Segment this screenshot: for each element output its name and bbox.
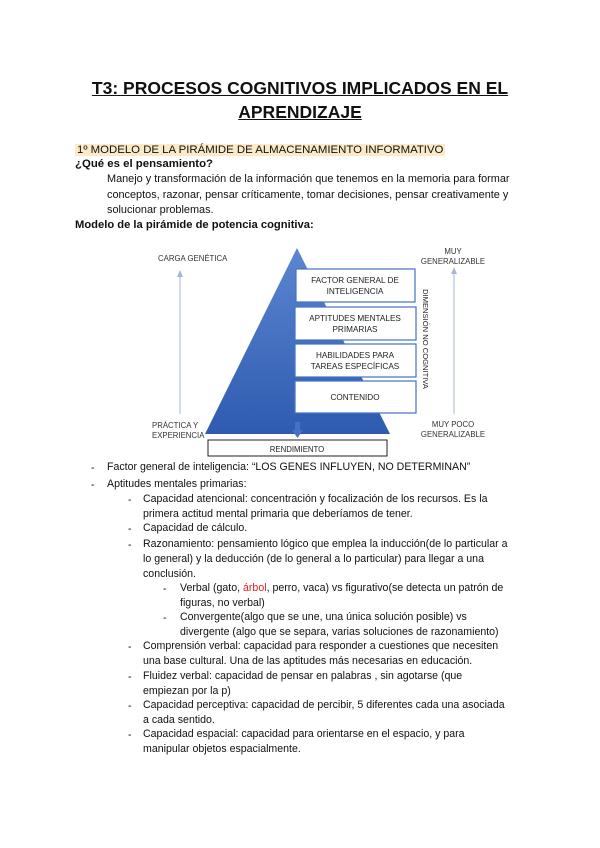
section-heading: 1º MODELO DE LA PIRÁMIDE DE ALMACENAMIENTO INFORMATIVO <box>77 144 444 156</box>
item-fluidez-1: Fluidez verbal: capacidad de pensar en palabras , sin agotarse (que <box>143 670 463 682</box>
item-espacial-2: manipular objetos espacialmente. <box>143 743 301 755</box>
right-arrow-head <box>451 267 457 274</box>
bullet-dash: - <box>128 539 132 551</box>
box2-line1: APTITUDES MENTALES <box>309 314 401 323</box>
box3-line2: TAREAS ESPECÍFICAS <box>310 362 400 371</box>
label-muy-poco-1: MUY POCO <box>431 420 475 429</box>
label-carga-genetica: CARGA GENÉTICA <box>158 254 228 263</box>
item-fluidez-2: empiezan por la p) <box>143 685 231 697</box>
item-perceptiva-2: a cada sentido. <box>143 714 215 726</box>
box-factor-general <box>296 269 415 302</box>
bullet-dash: - <box>91 462 95 474</box>
bullet-dash: - <box>163 612 167 624</box>
pyramid-diagram <box>140 242 500 462</box>
item-verbal-2: figuras, no verbal) <box>180 597 265 609</box>
bullet-dash: - <box>91 479 95 491</box>
left-arrow-head <box>177 270 183 277</box>
item-perceptiva-1: Capacidad perceptiva: capacidad de percibir, 5 diferentes cada una asociada <box>143 699 505 711</box>
box3-line1: HABILIDADES PARA <box>315 351 395 360</box>
bullet-dash: - <box>128 494 132 506</box>
model-heading: Modelo de la pirámide de potencia cognitiva: <box>75 219 314 231</box>
verbal-text-a: Verbal (gato, <box>180 582 244 594</box>
item-razonamiento-1: Razonamiento: pensamiento lógico que emplea la inducción(de lo particular a <box>143 538 508 550</box>
vertical-label: DIMENSIÓN NO COGNITIVA <box>421 289 430 389</box>
item-calculo: Capacidad de cálculo. <box>143 522 248 534</box>
question-heading: ¿Qué es el pensamiento? <box>75 158 213 170</box>
verbal-red-word: árbol <box>243 582 267 594</box>
item-espacial-1: Capacidad espacial: capacidad para orientarse en el espacio, y para <box>143 728 465 740</box>
item-verbal-1 <box>180 581 503 597</box>
box-habilidades <box>295 344 416 377</box>
item-convergente-1: Convergente(algo que se une, una única solución posible) vs <box>180 611 467 623</box>
box-aptitudes <box>295 307 416 340</box>
bullet-dash: - <box>128 641 132 653</box>
box2-line2: PRIMARIAS <box>332 325 378 334</box>
bullet-dash: - <box>128 523 132 535</box>
page-title: T3: PROCESOS COGNITIVOS IMPLICADOS EN EL APRENDIZAJE <box>91 78 509 122</box>
box1-line2: INTELIGENCIA <box>326 287 384 296</box>
box1-line1: FACTOR GENERAL DE <box>311 276 399 285</box>
bullet-factor-general: Factor general de inteligencia: “LOS GENES INFLUYEN, NO DETERMINAN” <box>107 461 471 473</box>
box4-label: CONTENIDO <box>330 393 380 402</box>
bullet-dash: - <box>128 671 132 683</box>
bullet-aptitudes: Aptitudes mentales primarias: <box>107 478 247 490</box>
item-atencional-1: Capacidad atencional: concentración y focalización de los recursos. Es la <box>143 493 488 505</box>
item-comprension-1: Comprensión verbal: capacidad para responder a cuestiones que necesiten <box>143 640 499 652</box>
verbal-text-b: , perro, vaca) vs figurativo(se detecta un patrón de <box>266 582 504 594</box>
pyramid-svg <box>140 242 500 462</box>
label-practica-2: EXPERIENCIA <box>152 431 205 440</box>
label-muy-poco-2: GENERALIZABLE <box>420 430 486 439</box>
label-muy-gen-2: GENERALIZABLE <box>420 257 486 266</box>
rendimiento-label: RENDIMIENTO <box>269 445 325 454</box>
definition-paragraph: Manejo y transformación de la información que tenemos en la memoria para formar conceptos, razonar, pensar críticamente, tomar decisiones, pensar creativamente y solucionar problemas. <box>107 173 510 216</box>
label-practica-1: PRÁCTICA Y <box>152 421 199 430</box>
bullet-dash: - <box>128 700 132 712</box>
item-razonamiento-3: conclusión. <box>143 568 196 580</box>
item-convergente-2: divergente (algo que se separa, varias soluciones de razonamiento) <box>180 626 499 638</box>
item-atencional-2: primera actitud mental primaria que deberíamos de tener. <box>143 508 413 520</box>
item-razonamiento-2: lo general) y la deducción (de lo general a lo particular) para llegar a una <box>143 553 484 565</box>
item-comprension-2: una base cultural. Una de las aptitudes más necesarias en educación. <box>143 655 473 667</box>
bullet-dash: - <box>163 583 167 595</box>
label-muy-gen-1: MUY <box>444 247 462 256</box>
bullet-dash: - <box>128 729 132 741</box>
